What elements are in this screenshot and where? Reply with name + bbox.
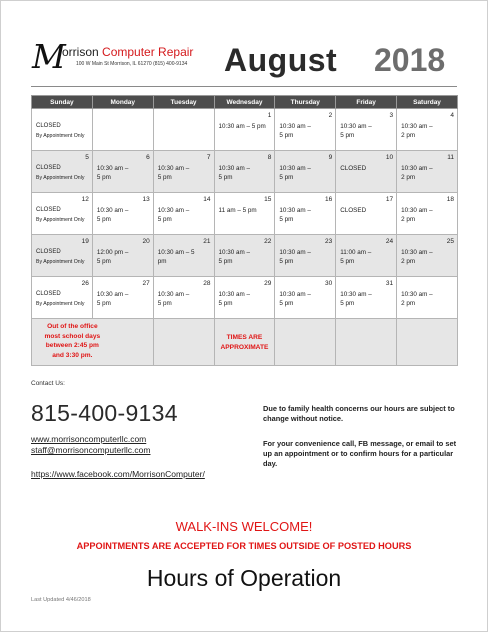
appointment-notice: For your convenience call, FB message, or email to set up an appointment or to confirm hours for a particular day. xyxy=(263,439,457,469)
day-hours: 10:30 am – 2 pm xyxy=(401,207,433,223)
weekday-header: Tuesday xyxy=(153,96,214,109)
day-cell xyxy=(275,151,336,193)
logo-address: 100 W Main St Morrison, IL 61270 (815) 400-9134 xyxy=(76,61,188,67)
by-appointment-label: By Appointment Only xyxy=(36,259,85,265)
day-number: 20 xyxy=(142,238,150,245)
walk-ins-banner: WALK-INS WELCOME! xyxy=(175,519,313,534)
day-hours: 10:30 am – 5 pm xyxy=(218,165,251,181)
day-number: 16 xyxy=(324,196,333,203)
empty-cell xyxy=(336,319,397,366)
day-number: 13 xyxy=(142,196,150,203)
approximate-cell xyxy=(214,319,275,366)
day-hours: 10:30 am – 5 pm xyxy=(218,249,251,265)
empty-cell xyxy=(153,319,214,366)
closed-by-appointment xyxy=(36,248,90,266)
day-number: 9 xyxy=(328,154,333,161)
day-number: 17 xyxy=(385,196,394,203)
appointments-banner: APPOINTMENTS ARE ACCEPTED FOR TIMES OUTSIDE OF POSTED HOURS xyxy=(76,541,412,551)
email-link[interactable]: staff@morrisoncomputerllc.com xyxy=(31,445,151,455)
day-cell xyxy=(397,151,458,193)
day-number: 8 xyxy=(267,154,272,161)
day-cell xyxy=(32,109,93,151)
day-cell xyxy=(397,235,458,277)
day-cell xyxy=(92,277,153,319)
website-link[interactable]: www.morrisoncomputerllc.com xyxy=(31,434,147,444)
day-cell xyxy=(275,109,336,151)
day-hours: 10:30 am – 2 pm xyxy=(401,123,433,139)
day-cell xyxy=(92,235,153,277)
day-hours: 10:30 am – 2 pm xyxy=(401,165,433,181)
day-hours: 10:30 am – 5 pm xyxy=(279,123,311,139)
logo-company-name xyxy=(62,45,193,59)
day-number: 27 xyxy=(142,280,150,287)
day-cell xyxy=(32,277,93,319)
weekday-header-row xyxy=(32,96,458,109)
day-hours: 10:30 am – 5 pm xyxy=(157,207,190,223)
weekday-header: Monday xyxy=(92,96,153,109)
day-number: 3 xyxy=(389,112,394,119)
calendar-week-row xyxy=(32,151,458,193)
empty-cell xyxy=(397,319,458,366)
day-cell xyxy=(214,109,275,151)
day-number: 12 xyxy=(81,196,89,203)
day-hours: 10:30 am – 5 pm xyxy=(279,165,311,181)
day-hours: 12:00 pm – 5 pm xyxy=(96,249,129,265)
closed-by-appointment xyxy=(36,122,90,140)
day-cell xyxy=(153,109,214,151)
logo-name-first: orrison xyxy=(62,45,99,59)
day-hours: 11 am – 5 pm xyxy=(218,207,257,214)
day-number: 28 xyxy=(203,280,211,287)
day-hours: 10:30 am – 2 pm xyxy=(401,249,433,265)
day-hours: 11:00 am – 5 pm xyxy=(340,249,372,265)
day-hours: 10:30 am – 5 pm xyxy=(96,207,129,223)
day-hours: 10:30 am – 5 pm xyxy=(157,165,190,181)
day-hours: 10:30 am – 5 pm xyxy=(157,291,190,307)
closed-label: CLOSED xyxy=(36,291,61,297)
by-appointment-label: By Appointment Only xyxy=(36,301,85,307)
day-number: 25 xyxy=(446,238,454,245)
phone-number: 815-400-9134 xyxy=(31,400,178,426)
weekday-header: Saturday xyxy=(397,96,458,109)
empty-cell xyxy=(275,319,336,366)
day-hours: 10:30 am – 5 pm xyxy=(279,291,311,307)
closed-label: CLOSED xyxy=(36,165,61,171)
closed-label: CLOSED xyxy=(36,207,61,213)
calendar-month: August xyxy=(224,42,338,78)
day-number: 10 xyxy=(385,154,394,161)
closed-label: CLOSED xyxy=(36,123,61,129)
calendar-week-row xyxy=(32,277,458,319)
day-cell xyxy=(336,193,397,235)
weekday-header: Thursday xyxy=(275,96,336,109)
day-hours: CLOSED xyxy=(340,165,367,172)
day-number: 26 xyxy=(81,280,89,287)
day-number: 18 xyxy=(446,196,454,203)
day-hours: 10:30 am – 5 pm xyxy=(218,123,266,130)
closed-by-appointment xyxy=(36,290,90,308)
day-cell xyxy=(397,277,458,319)
day-number: 6 xyxy=(146,154,150,161)
day-hours: 10:30 am – 5 pm xyxy=(340,123,372,139)
day-cell xyxy=(214,277,275,319)
day-cell xyxy=(153,193,214,235)
last-updated: Last Updated 4/46/2018 xyxy=(31,597,91,603)
closed-label: CLOSED xyxy=(36,249,61,255)
calendar-week-row xyxy=(32,109,458,151)
day-number: 11 xyxy=(447,154,454,161)
day-cell xyxy=(397,193,458,235)
day-cell xyxy=(92,151,153,193)
day-cell xyxy=(32,235,93,277)
company-logo xyxy=(32,37,212,76)
day-number: 30 xyxy=(324,280,333,287)
day-number: 31 xyxy=(385,280,394,287)
day-number: 4 xyxy=(450,112,454,119)
day-cell xyxy=(275,193,336,235)
day-cell xyxy=(153,151,214,193)
notes-row xyxy=(32,319,458,366)
day-hours: 10:30 am – 5 pm xyxy=(279,207,311,223)
header-divider xyxy=(31,86,457,87)
closed-by-appointment xyxy=(36,206,90,224)
day-hours: 10:30 am – 2 pm xyxy=(401,291,433,307)
by-appointment-label: By Appointment Only xyxy=(36,217,85,223)
day-number: 1 xyxy=(267,112,272,119)
hours-calendar xyxy=(31,95,458,366)
day-cell xyxy=(336,151,397,193)
day-number: 24 xyxy=(385,238,394,245)
day-number: 14 xyxy=(203,196,211,203)
weekday-header: Friday xyxy=(336,96,397,109)
day-number: 23 xyxy=(324,238,333,245)
calendar-year: 2018 xyxy=(374,42,446,78)
day-number: 19 xyxy=(81,238,89,245)
day-hours: CLOSED xyxy=(340,207,367,214)
day-hours: 10:30 am – 5 pm xyxy=(157,249,195,265)
day-number: 2 xyxy=(328,112,333,119)
hours-of-operation-title: Hours of Operation xyxy=(146,565,342,591)
day-cell xyxy=(214,151,275,193)
facebook-link[interactable]: https://www.facebook.com/MorrisonComputer/ xyxy=(31,469,205,479)
by-appointment-label: By Appointment Only xyxy=(36,133,85,139)
calendar-week-row xyxy=(32,193,458,235)
day-number: 22 xyxy=(264,238,272,245)
day-cell xyxy=(336,109,397,151)
day-hours: 10:30 am – 5 pm xyxy=(96,165,129,181)
day-cell xyxy=(275,277,336,319)
day-cell xyxy=(153,235,214,277)
day-cell xyxy=(214,193,275,235)
out-of-office-note: Out of the office most school days between 2:45 pm and 3:30 pm. xyxy=(44,323,101,359)
family-health-notice: Due to family health concerns our hours are subject to change without notice. xyxy=(263,404,455,424)
day-cell xyxy=(214,235,275,277)
day-hours: 10:30 am – 5 pm xyxy=(340,291,372,307)
day-hours: 10:30 am – 5 pm xyxy=(218,291,251,307)
day-number: 29 xyxy=(264,280,272,287)
logo-letter: M xyxy=(32,37,64,76)
day-number: 21 xyxy=(203,238,211,245)
closed-by-appointment xyxy=(36,164,90,182)
times-approximate-note: TIMES ARE APPROXIMATE xyxy=(220,334,269,351)
weekday-header: Sunday xyxy=(32,96,93,109)
by-appointment-label: By Appointment Only xyxy=(36,175,85,181)
day-hours: 10:30 am – 5 pm xyxy=(279,249,311,265)
day-cell xyxy=(32,151,93,193)
day-cell xyxy=(92,109,153,151)
day-cell xyxy=(92,193,153,235)
day-cell xyxy=(275,235,336,277)
calendar-week-row xyxy=(32,235,458,277)
day-number: 5 xyxy=(85,154,89,161)
day-cell xyxy=(32,193,93,235)
day-cell xyxy=(336,235,397,277)
day-cell xyxy=(397,109,458,151)
out-of-office-cell xyxy=(32,319,154,366)
day-number: 15 xyxy=(264,196,272,203)
day-number: 7 xyxy=(206,154,211,161)
logo-name-rest: Computer Repair xyxy=(102,45,194,59)
day-cell xyxy=(336,277,397,319)
contact-label: Contact Us: xyxy=(31,380,65,387)
weekday-header: Wednesday xyxy=(214,96,275,109)
day-hours: 10:30 am – 5 pm xyxy=(96,291,129,307)
day-cell xyxy=(153,277,214,319)
